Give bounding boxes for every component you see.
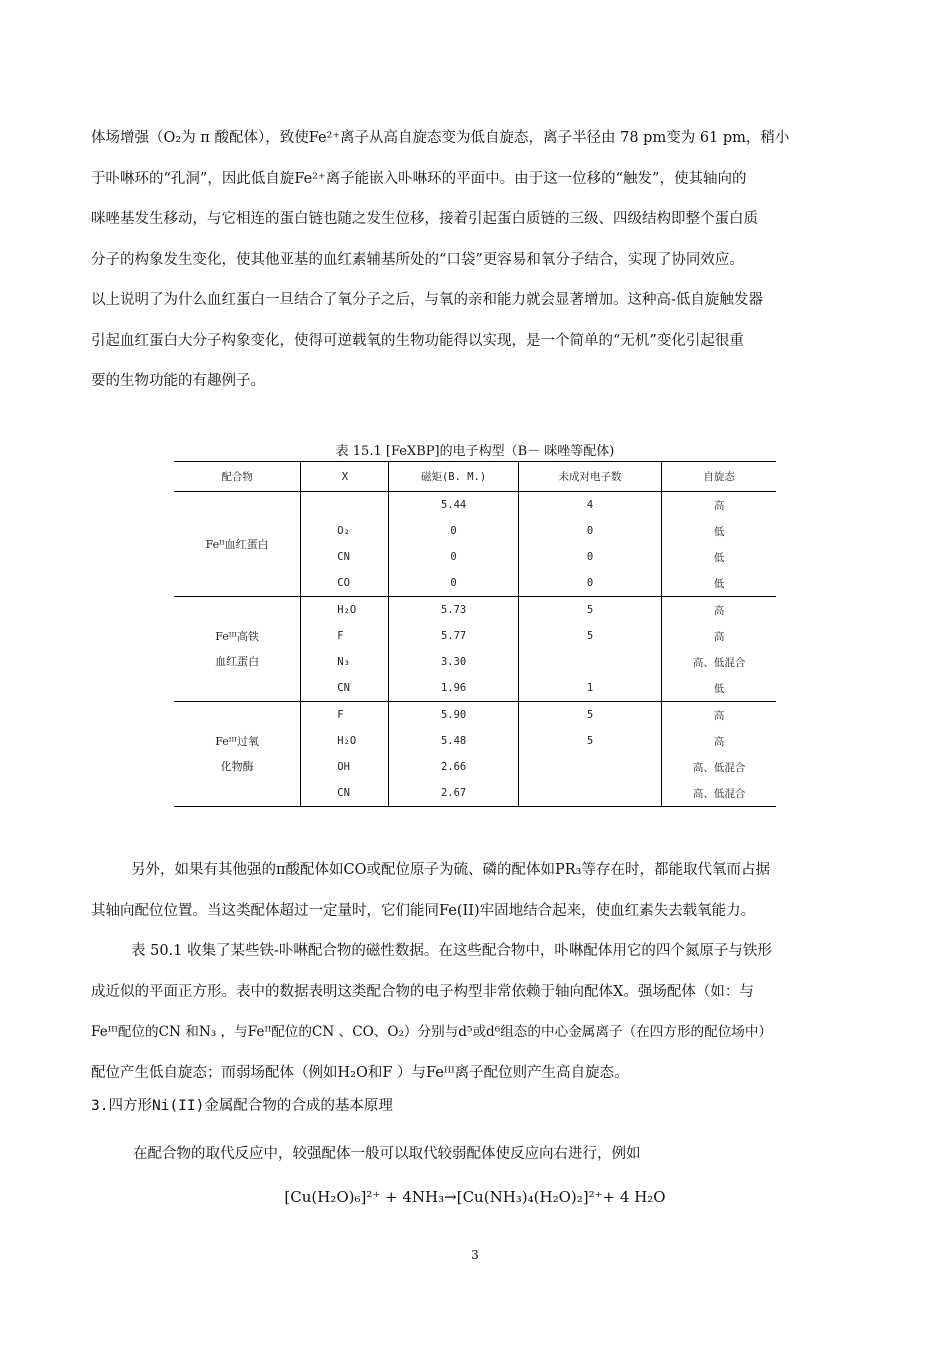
unpaired-cell: 5 <box>518 623 662 649</box>
moment-cell: 5.73 <box>389 597 518 624</box>
ligand-cell: OH <box>301 754 389 780</box>
spin-cell: 高、低混合 <box>662 780 776 807</box>
paragraph-substitution: 在配合物的取代反应中，较强配体一般可以取代较弱配体使反应向右进行，例如 <box>133 1146 641 1162</box>
electron-configuration-table <box>174 461 776 807</box>
moment-cell: 5.77 <box>389 623 518 649</box>
unpaired-cell <box>518 649 662 675</box>
moment-cell: 1.96 <box>389 675 518 702</box>
spin-cell: 低 <box>662 675 776 702</box>
unpaired-cell: 0 <box>518 518 662 544</box>
column-header-spin: 自旋态 <box>662 462 776 492</box>
unpaired-cell: 4 <box>518 492 662 519</box>
spin-cell: 高 <box>662 728 776 754</box>
table-row <box>174 597 776 624</box>
moment-cell: 0 <box>389 518 518 544</box>
unpaired-cell: 0 <box>518 544 662 570</box>
spin-cell: 高 <box>662 597 776 624</box>
unpaired-cell <box>518 754 662 780</box>
section-heading: 3.四方形Ni(II)金属配合物的合成的基本原理 <box>91 1098 393 1114</box>
table-row <box>174 702 776 729</box>
ligand-cell: CO <box>301 570 389 597</box>
unpaired-cell: 5 <box>518 728 662 754</box>
text-line: 要的生物功能的有趣例子。 <box>91 373 265 389</box>
text-line: 表 50.1 收集了某些铁-卟啉配合物的磁性数据。在这些配合物中，卟啉配体用它的四个氮原子与铁形 <box>131 943 772 959</box>
text-line: 体场增强（O₂为 π 酸配体），致使Fe²⁺离子从高自旋态变为低自旋态，离子半径由 78 pm变为 61 pm，稍小 <box>91 130 790 146</box>
spin-cell: 高 <box>662 623 776 649</box>
moment-cell: 0 <box>389 570 518 597</box>
ligand-cell: CN <box>301 675 389 702</box>
unpaired-cell: 1 <box>518 675 662 702</box>
moment-cell: 5.90 <box>389 702 518 729</box>
unpaired-cell <box>518 780 662 807</box>
complex-cell <box>174 492 301 597</box>
text-line: 其轴向配位位置。当这类配体超过一定量时，它们能同Fe(II)牢固地结合起来，使血红素失去载氧能力。 <box>91 902 756 919</box>
spin-cell: 高 <box>662 702 776 729</box>
complex-name: 化物酶 <box>220 760 254 773</box>
ligand-cell: F <box>301 623 389 649</box>
paragraph-ligand-effects <box>91 850 859 1093</box>
ligand-cell: H₂O <box>301 597 389 624</box>
ligand-cell: H₂O <box>301 728 389 754</box>
spin-cell: 高、低混合 <box>662 649 776 675</box>
complex-name: 血红蛋白 <box>215 655 260 668</box>
ligand-cell: F <box>301 702 389 729</box>
text-line: 成近似的平面正方形。表中的数据表明这类配合物的电子构型非常依赖于轴向配体X。强场配体（如：与 <box>91 983 754 1000</box>
column-header-complex: 配合物 <box>174 462 301 492</box>
text-line: 于卟啉环的“孔洞”，因此低自旋Fe²⁺离子能嵌入卟啉环的平面中。由于这一位移的“触发”，使其轴向的 <box>91 170 747 187</box>
moment-cell: 0 <box>389 544 518 570</box>
unpaired-cell: 5 <box>518 597 662 624</box>
column-header-moment: 磁矩(B. M.) <box>389 462 518 492</box>
moment-cell: 5.44 <box>389 492 518 519</box>
reaction-equation: [Cu(H₂O)₆]²⁺ + 4NH₃→[Cu(NH₃)₄(H₂O)₂]²⁺+ 4 H₂O <box>284 1188 666 1206</box>
text-line: 以上说明了为什么血红蛋白一旦结合了氧分子之后，与氧的亲和能力就会显著增加。这种高-低自旋触发器 <box>91 292 763 308</box>
ligand-cell <box>301 492 389 519</box>
moment-cell: 2.67 <box>389 780 518 807</box>
text-line: 分子的构象发生变化，使其他亚基的血红素辅基所处的“口袋”更容易和氧分子结合，实现了协同效应。 <box>91 251 744 268</box>
column-header-x: X <box>301 462 389 492</box>
spin-cell: 低 <box>662 518 776 544</box>
ligand-cell: N₃ <box>301 649 389 675</box>
moment-cell: 5.48 <box>389 728 518 754</box>
ligand-cell: CN <box>301 780 389 807</box>
text-line: Feᴵᴵᴵ配位的CN 和N₃ ，与Feᴵᴵ配位的CN 、CO、O₂）分别与d⁵或d⁶组态的中心金属离子（在四方形的配位场中） <box>91 1024 773 1040</box>
complex-name: Feᴵᴵ血红蛋白 <box>205 537 269 551</box>
text-line: 咪唑基发生移动，与它相连的蛋白链也随之发生位移，接着引起蛋白质链的三级、四级结构即整个蛋白质 <box>91 211 758 227</box>
column-header-unpaired: 未成对电子数 <box>518 462 662 492</box>
spin-cell: 低 <box>662 570 776 597</box>
spin-cell: 高 <box>662 492 776 519</box>
paragraph-hemoglobin-mechanism <box>91 118 859 402</box>
complex-name: Feᴵᴵᴵ高铁 <box>215 630 260 643</box>
complex-cell <box>174 597 301 702</box>
moment-cell: 3.30 <box>389 649 518 675</box>
spin-cell: 高、低混合 <box>662 754 776 780</box>
text-line: 配位产生低自旋态；而弱场配体（例如H₂O和F ）与Feᴵᴵᴵ离子配位则产生高自旋态。 <box>91 1064 629 1081</box>
table-row <box>174 492 776 519</box>
text-line: 引起血红蛋白大分子构象变化，使得可逆载氧的生物功能得以实现，是一个简单的“无机”变化引起很重 <box>91 332 744 349</box>
moment-cell: 2.66 <box>389 754 518 780</box>
page-number: 3 <box>471 1248 479 1262</box>
text-line: 另外，如果有其他强的π酸配体如CO或配位原子为硫、磷的配体如PR₃等存在时，都能取代氧而占据 <box>131 862 770 878</box>
ligand-cell: CN <box>301 544 389 570</box>
table-header-row <box>174 462 776 492</box>
unpaired-cell: 5 <box>518 702 662 729</box>
unpaired-cell: 0 <box>518 570 662 597</box>
complex-name: Feᴵᴵᴵ过氧 <box>215 735 260 748</box>
complex-cell <box>174 702 301 807</box>
table-caption: 表 15.1 [FeXBP]的电子构型（B－ 咪唑等配体) <box>335 444 615 459</box>
ligand-cell: O₂ <box>301 518 389 544</box>
spin-cell: 低 <box>662 544 776 570</box>
